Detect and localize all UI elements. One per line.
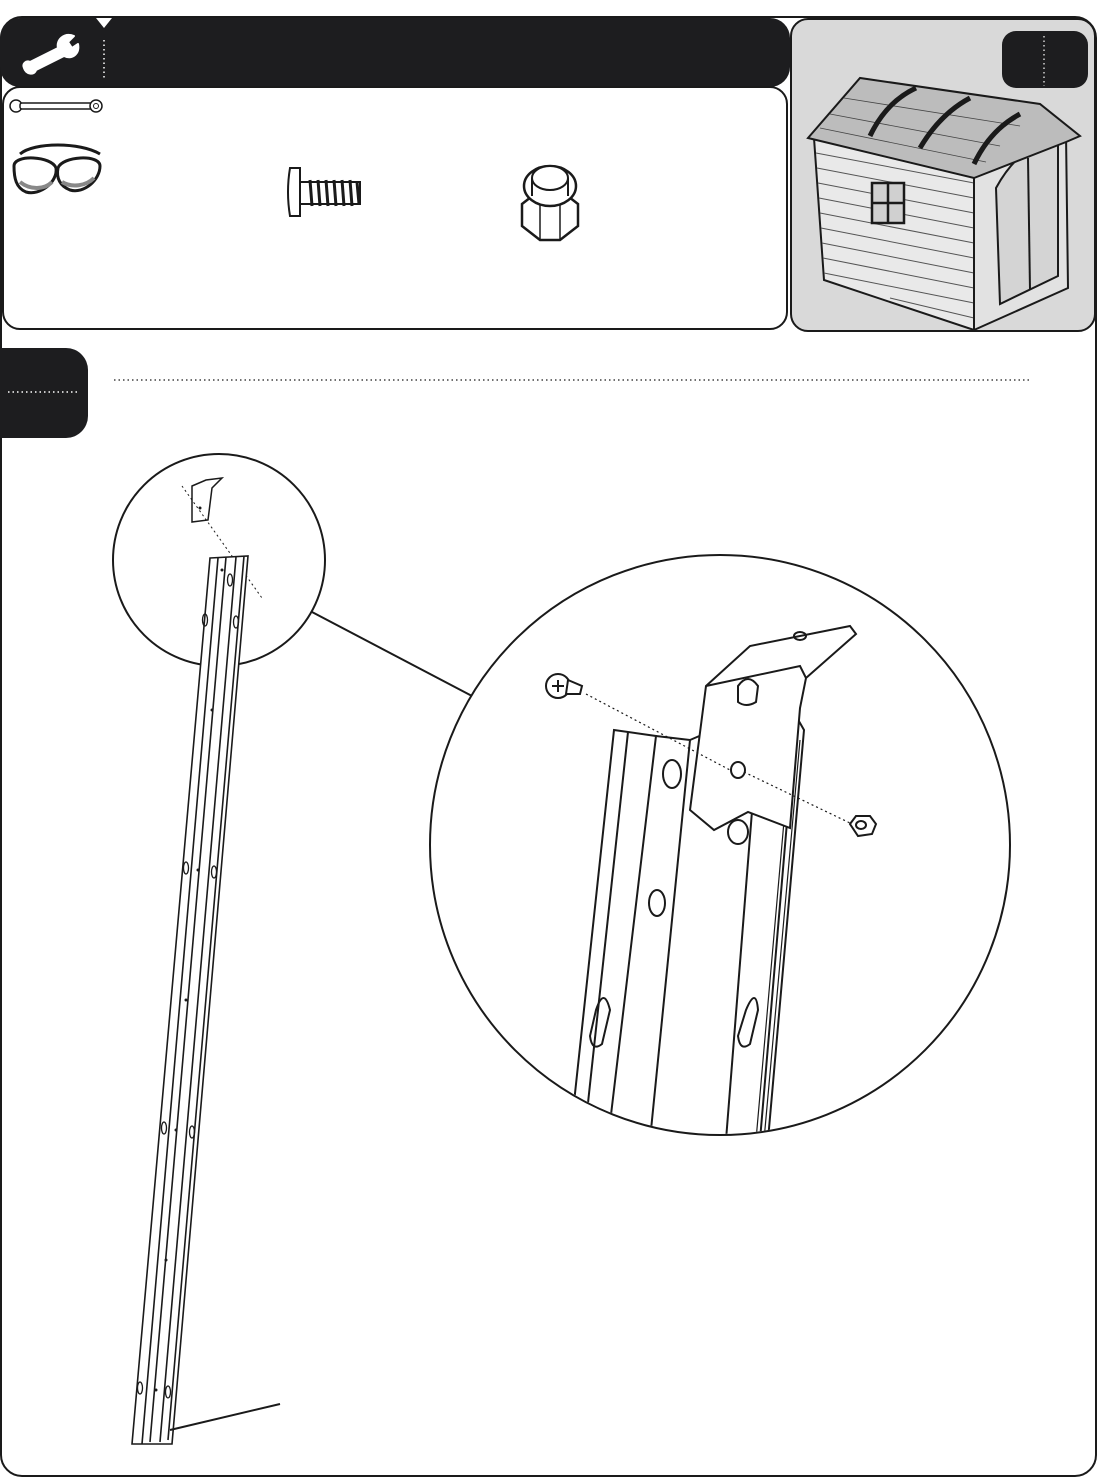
screw-icon <box>288 168 360 216</box>
wrench-icon <box>23 35 78 74</box>
safety-glasses-icon <box>14 145 100 193</box>
tools-hardware-art <box>0 86 800 346</box>
nut-icon <box>522 166 578 240</box>
detail-callout-large <box>430 555 1010 1135</box>
assembly-illustration <box>0 440 1100 1480</box>
step-rule <box>0 370 1100 410</box>
wall-post <box>132 556 248 1444</box>
shed-preview-icon <box>790 18 1096 332</box>
wrench-tool-icon <box>10 100 102 112</box>
